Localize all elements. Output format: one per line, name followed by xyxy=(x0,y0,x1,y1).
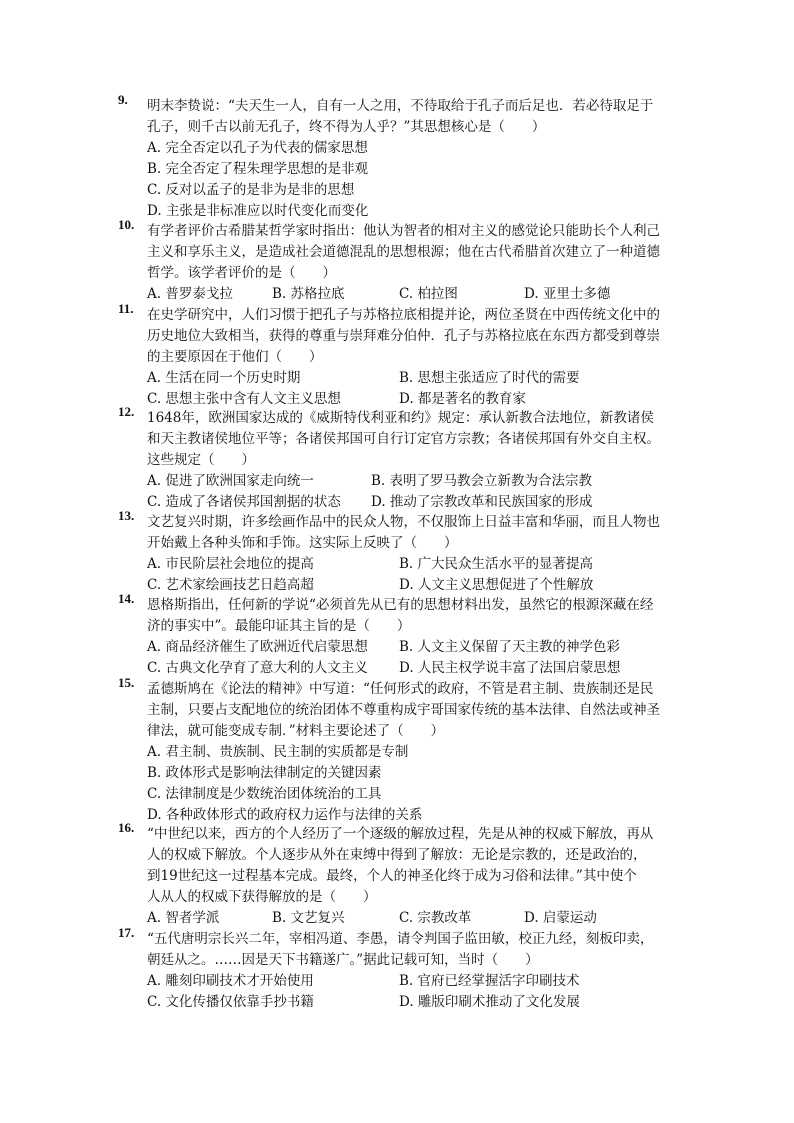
question-14 xyxy=(118,591,678,679)
option-a: A. 商品经济催生了欧洲近代启蒙思想 xyxy=(147,639,368,655)
options xyxy=(147,368,678,410)
options xyxy=(147,284,678,305)
question-stem: 有学者评价古希腊某哲学家时指出：他认为智者的相对主义的感觉论只能助长个人利己 主义和享乐主义，是造成社会道德混乱的思想根源；他在古代希腊首次建立了一种道德 哲学。该学者评价的是（ ） xyxy=(147,223,660,281)
question-stem: 1648年，欧洲国家达成的《威斯特伐利亚和约》规定：承认新教合法地位，新教诸侯 和天主教诸侯地位平等；各诸侯邦国可自行订定官方宗教；各诸侯邦国有外交自主权。 这些规定（ ） xyxy=(147,410,660,468)
option-a: A. 完全否定以孔子为代表的儒家思想 xyxy=(147,140,368,156)
option-c: C. 思想主张中含有人文主义思想 xyxy=(147,391,341,407)
option-c: C. 古典文化孕育了意大利的人文主义 xyxy=(147,660,368,676)
option-b: B. 官府已经掌握活字印刷技术 xyxy=(399,973,580,989)
question-stem: 在史学研究中，人们习惯于把孔子与苏格拉底相提并论，两位圣贤在中西传统文化中的 历史地位大致相当，获得的尊重与崇拜难分伯仲．孔子与苏格拉底在东西方都受到尊崇 的主要原因在于他们（ ） xyxy=(147,307,660,365)
options xyxy=(147,637,678,679)
question-number: 15. xyxy=(118,675,135,690)
option-b: B. 人文主义保留了天主教的神学色彩 xyxy=(399,639,621,655)
question-stem: 明末李贽说：“夫天生一人，自有一人之用，不待取给于孔子而后足也．若必待取足于 孔子，则千古以前无孔子，终不得为人乎？”其思想核心是（ ） xyxy=(147,98,654,135)
question-number: 11. xyxy=(118,301,134,316)
option-c: C. 艺术家绘画技艺日趋高超 xyxy=(147,577,314,593)
option-a: A. 雕刻印刷技术才开始使用 xyxy=(147,973,314,989)
question-number: 14. xyxy=(118,591,135,606)
options xyxy=(147,471,678,513)
question-stem: “五代唐明宗长兴二年，宰相冯道、李愚，请令判国子监田敏，校正九经，刻板印卖， 朝廷从之。……因是天下书籍遂广。”据此记载可知，当时（ ） xyxy=(147,931,654,968)
option-c: C. 文化传播仅依靠手抄书籍 xyxy=(147,994,314,1010)
option-d: D. 人民主权学说丰富了法国启蒙思想 xyxy=(399,660,621,676)
option-a: A. 促进了欧洲国家走向统一 xyxy=(147,473,314,489)
question-number: 9. xyxy=(118,92,128,107)
question-stem: “中世纪以来，西方的个人经历了一个逐级的解放过程，先是从神的权威下解放，再从 人的权威下解放。个人逐步从外在束缚中得到了解放：无论是宗教的，还是政治的， 到19世纪这一过程基本完成。最终，个人的神圣化终于成为习俗和法律。”其中使个 人从人的权威下获得解放的是（ ） xyxy=(147,826,654,905)
question-10 xyxy=(118,217,678,305)
question-number: 12. xyxy=(118,404,135,419)
option-d: D. 各种政体形式的政府权力运作与法律的关系 xyxy=(147,807,423,823)
option-b: B. 表明了罗马教会立新教为合法宗教 xyxy=(371,473,593,489)
option-d: D. 亚里士多德 xyxy=(524,286,611,302)
question-11 xyxy=(118,301,678,410)
question-17 xyxy=(118,925,678,1013)
option-b: B. 完全否定了程朱理学思想的是非观 xyxy=(147,161,369,177)
option-c: C. 柏拉图 xyxy=(399,286,458,302)
question-16 xyxy=(118,820,678,929)
option-d: D. 推动了宗教改革和民族国家的形成 xyxy=(371,494,593,510)
question-number: 13. xyxy=(118,508,135,523)
question-13 xyxy=(118,508,678,596)
option-b: B. 思想主张适应了时代的需要 xyxy=(399,370,580,386)
option-b: B. 政体形式是影响法律制定的关键因素 xyxy=(147,765,382,781)
question-stem: 孟德斯鸠在《论法的精神》中写道：“任何形式的政府，不管是君主制、贵族制还是民 主制，只要占支配地位的统治团体不尊重构成宇哥国家传统的基本法律、自然法或神圣 律法，就可能变成专制．”材料主要论述了（ ） xyxy=(147,681,660,739)
options xyxy=(147,908,678,929)
question-stem: 文艺复兴时期，许多绘画作品中的民众人物，不仅服饰上日益丰富和华丽，而且人物也 开始戴上各种头饰和手饰。这实际上反映了（ ） xyxy=(147,514,660,551)
option-c: C. 宗教改革 xyxy=(399,910,472,926)
option-b: B. 广大民众生活水平的显著提高 xyxy=(399,556,594,572)
option-b: B. 文艺复兴 xyxy=(272,910,345,926)
option-a: A. 智者学派 xyxy=(147,910,220,926)
option-c: C. 法律制度是少数统治团体统治的工具 xyxy=(147,786,382,802)
option-d: D. 都是著名的教育家 xyxy=(399,391,526,407)
option-d: D. 启蒙运动 xyxy=(524,910,597,926)
question-number: 10. xyxy=(118,217,135,232)
option-b: B. 苏格拉底 xyxy=(272,286,345,302)
option-a: A. 生活在同一个历史时期 xyxy=(147,370,301,386)
question-number: 16. xyxy=(118,820,135,835)
option-a: A. 市民阶层社会地位的提高 xyxy=(147,556,314,572)
options xyxy=(147,971,678,1013)
option-d: D. 人文主义思想促进了个性解放 xyxy=(399,577,594,593)
question-12 xyxy=(118,404,678,513)
option-a: A. 君主制、贵族制、民主制的实质都是专制 xyxy=(147,744,409,760)
options xyxy=(147,554,678,596)
options xyxy=(147,742,678,826)
question-stem: 恩格斯指出，任何新的学说“必须首先从已有的思想材料出发，虽然它的根源深藏在经 济的事实中”。最能印证其主旨的是（ ） xyxy=(147,597,654,634)
options xyxy=(147,138,678,222)
option-d: D. 雕版印刷术推动了文化发展 xyxy=(399,994,580,1010)
option-d: D. 主张是非标准应以时代变化而变化 xyxy=(147,203,369,219)
option-c: C. 反对以孟子的是非为是非的思想 xyxy=(147,182,355,198)
question-15 xyxy=(118,675,678,826)
question-number: 17. xyxy=(118,925,135,940)
option-a: A. 普罗泰戈拉 xyxy=(147,286,233,302)
question-9 xyxy=(118,92,678,222)
option-c: C. 造成了各诸侯邦国割据的状态 xyxy=(147,494,341,510)
